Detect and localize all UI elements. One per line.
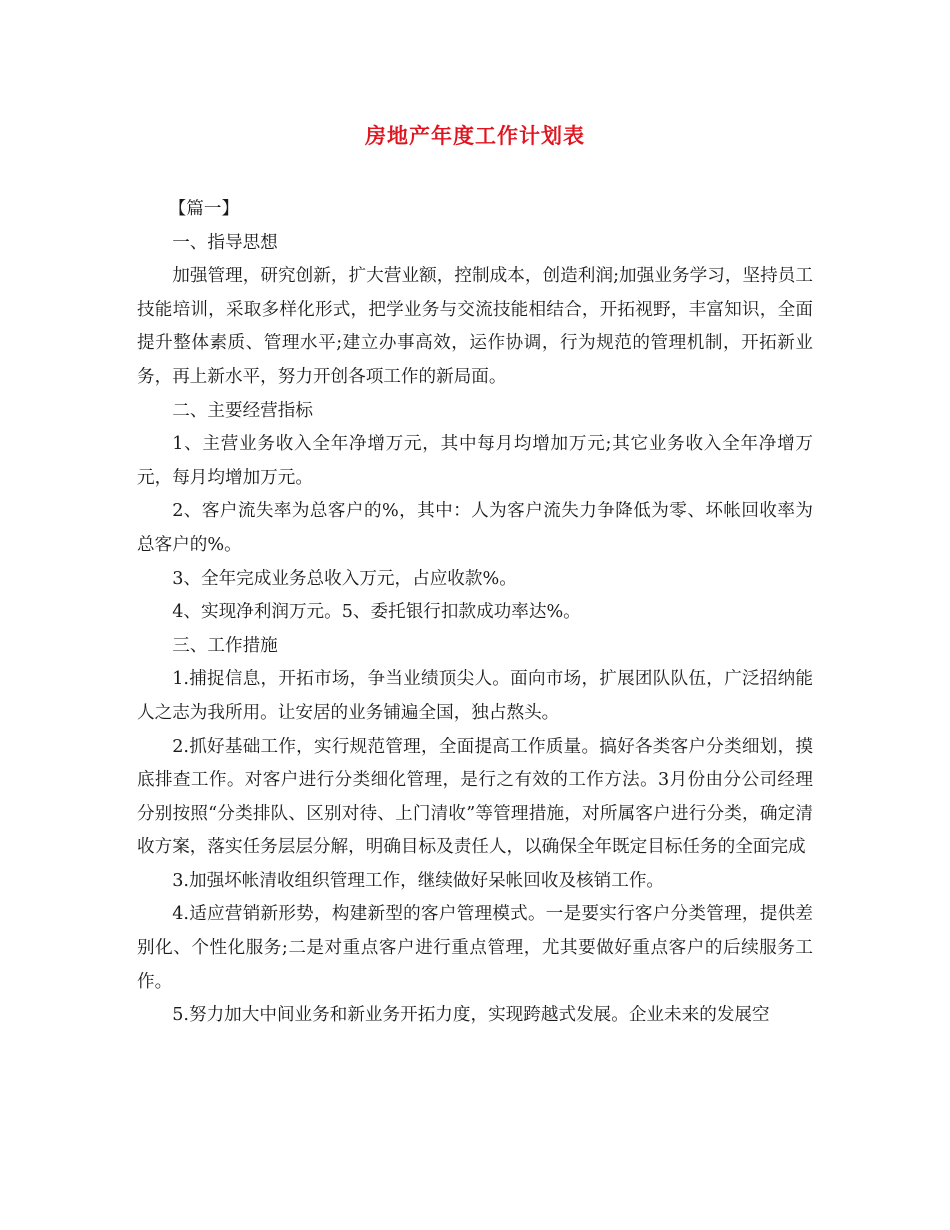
document-body [137,193,813,1033]
paragraph: 1.捕捉信息，开拓市场，争当业绩顶尖人。面向市场，扩展团队队伍，广泛招纳能人之志为我所用。让安居的业务铺遍全国，独占熬头。 [137,669,813,723]
paragraph: 5.努力加大中间业务和新业务开拓力度，实现跨越式发展。企业未来的发展空 [172,1005,770,1026]
part-label: 【篇一】 [168,199,240,219]
section-heading-work-measures: 三、工作措施 [172,635,278,656]
paragraph: 加强管理，研究创新，扩大营业额，控制成本，创造利润;加强业务学习，坚持员工技能培训，采取多样化形式，把学业务与交流技能相结合，开拓视野，丰富知识，全面提升整体素质、管理水平;建立办事高效，运作协调，行为规范的管理机制，开拓新业务，再上新水平，努力开创各项工作的新局面。 [137,266,813,387]
section-heading-business-indicators: 二、主要经营指标 [172,400,313,421]
paragraph: 4、实现净利润万元。5、委托银行扣款成功率达%。 [172,602,581,623]
paragraph: 3.加强坏帐清收组织管理工作，继续做好呆帐回收及核销工作。 [172,870,665,891]
document-title: 房地产年度工作计划表 [365,123,585,148]
paragraph: 1、主营业务收入全年净增万元，其中每月均增加万元;其它业务收入全年净增万元，每月均增加万元。 [137,434,813,488]
paragraph: 2、客户流失率为总客户的%，其中：人为客户流失力争降低为零、坏帐回收率为总客户的%。 [137,501,813,555]
section-heading-guiding-ideology: 一、指导思想 [172,232,278,253]
paragraph: 2.抓好基础工作，实行规范管理，全面提高工作质量。搞好各类客户分类细划，摸底排查工作。对客户进行分类细化管理，是行之有效的工作方法。3月份由分公司经理分别按照“分类排队、区别对待、上门清收”等管理措施，对所属客户进行分类，确定清收方案，落实任务层层分解，明确目标及责任人，以确保全年既定目标任务的全面完成 [137,736,813,858]
paragraph: 3、全年完成业务总收入万元，占应收款%。 [172,568,517,589]
paragraph: 4.适应营销新形势，构建新型的客户管理模式。一是要实行客户分类管理，提供差别化、个性化服务;二是对重点客户进行重点管理，尤其要做好重点客户的后续服务工作。 [137,904,813,992]
